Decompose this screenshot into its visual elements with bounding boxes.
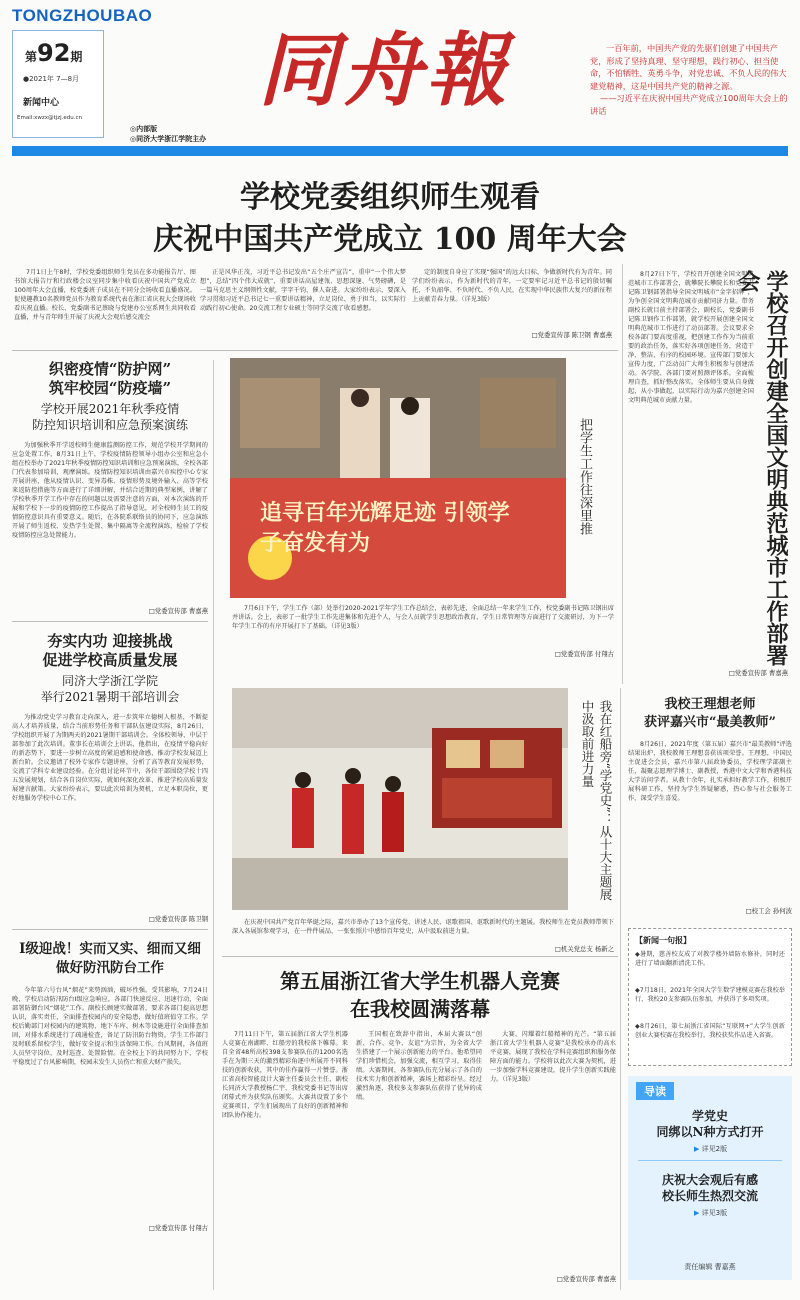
robot-col-1: 7月11日下午，第五届浙江省大学生机器人竞赛在南湖畔、红船旁的我校落下帷幕。来自全省48所高校398支参赛队伍的1200名选手在为期三天的激烈精彩角逐中所展开不同科技的创新收获，其中的佳作赢得一片赞誉。浙江省高校智能设计大赛主任委员会主任、副校长同济大学教授杨仁宇、我校党委书记等出席闭幕式并为获奖队伍颁奖。大赛共设置了多个竞赛项目，学生们展现出了良好的创新精神和团队协作能力。 <box>222 1031 348 1119</box>
civilized-title: 学校召开创建全国文明典范城市工作部署会 <box>735 270 789 666</box>
center-rule <box>222 956 618 957</box>
teacher-signature: □校工会 孙何波 <box>745 907 792 915</box>
photo-2-caption: 在庆祝中国共产党百年华诞之际，嘉兴市举办了13个宣传党、讲述人民、讴歌祖国、讴歌新时代的主题展。我校师生在党员教师带领下深入各展馆参观学习，在一件件展品、一张张照片中感悟百年党史，从中汲取前进力量。 <box>232 919 614 935</box>
briefs-header: 【新闻一句报】 <box>635 936 691 945</box>
teacher-title-1: 我校王理想老师 <box>664 697 756 712</box>
left-divider-2 <box>12 929 208 930</box>
guide-label: 导读 <box>636 1082 674 1100</box>
flood-title-1: Ⅰ级迎战！实而又实、细而又细 <box>19 941 201 957</box>
photo-1-caption: 7月6日下午，学生工作（部）处举行2020-2021学年学生工作总结会，表彰先进，全面总结一年来学生工作，校党委副书记陈卫钢出席并讲话。会上，表彰了一批学生工作先进集体和先进个人，与会人员就学生思想政治教育、学生日常管理等方面进行了交流研讨，为下一学年学生工作的有序开展打下了基础。（详见3版） <box>232 605 614 630</box>
guide-item-2-ref: ▶ 详见3版 <box>694 1209 728 1217</box>
masthead <box>0 0 800 160</box>
robot-signature: □党委宣传部 曹嘉燕 <box>556 1275 616 1283</box>
training-subtitle-2: 举行2021暑期干部培训会 <box>40 690 180 704</box>
quote-source: ——习近平在庆祝中国共产党成立100周年大会上的讲话 <box>590 93 788 116</box>
training-title-2: 促进学校高质量发展 <box>42 651 178 669</box>
left-divider-1 <box>12 621 208 622</box>
photo-2-signature: □机关党总支 杨新之 <box>554 945 614 953</box>
training-subtitle-1: 同济大学浙江学院 <box>61 674 158 688</box>
lead-signature: □党委宣传部 陈卫钢 曹嘉燕 <box>531 331 612 339</box>
epidemic-signature: □党委宣传部 曹嘉燕 <box>148 607 208 615</box>
photo-2 <box>232 688 568 910</box>
epidemic-body: 为加强秋季开学返校师生健康监测防控工作，规范学校开学期间的应急处置工作，8月31日上午，学校疫情防控领导小组办公室和应急小组在校举办了2021年秋季疫情防控知识培训和应急预案演练，全校各部门代表参加培训，观摩演练。疫情防控知识培训由嘉兴市疾控中心专家开展讲座，他从疫情认识、变异毒株、疫情形势及境外输入、高等学校来返防控措施等方面进行了详细讲解，并结合近期的典型案例，讲解了学校秋季开学工作中存在的问题以及需要注意的方面，对本次演练的开展和学校下一步的疫情防控工作提出了指导意见，对全校师生员工的疫情防控意识具有重要意义。随后，在各院系联络员的协同下，应急演练开展了师生返校、发热学生处置、集中隔离等全流程演练，检验了学校疫情防控应急处置能力。 <box>12 442 208 539</box>
guide-box <box>628 1076 792 1280</box>
lead-col-2: 正是风华正茂，习近平总书记发出“五个庄严宣告”，重申“一个伟大梦想”，总结“四个伟大成就”，重要讲话高屋建瓴、思想深邃、气势磅礴，是一篇马克思主义纲领性文献，字字千钧、催人奋进。大家纷纷表示，要深入学习贯彻习近平总书记七一重要讲话精神，立足岗位、勇于担当，以实际行动践行初心使命。20交流工程专业硕士等同学交流了收看感想。 <box>200 269 406 312</box>
right-column-rule <box>620 688 621 1290</box>
epidemic-title-1: 织密疫情“防护网” <box>48 360 172 378</box>
left-column <box>12 360 208 1280</box>
lead-bottom-rule <box>12 350 618 351</box>
guide-item-1-title-1: 学党史 <box>691 1109 728 1123</box>
civilized-rule <box>622 264 623 684</box>
masthead-logo: 同舟報 <box>258 23 510 117</box>
epidemic-subtitle-1: 学校开展2021年秋季疫情 <box>40 402 180 416</box>
issue-date: ●2021年 7—8月 <box>23 75 80 83</box>
teacher-title-2: 获评嘉兴市“最美教师” <box>644 715 776 730</box>
photo-2-side-title: 我在红船旁“学党史”：从十大主题展中汲取前进力量 <box>580 700 613 901</box>
teacher-body: 8月26日，2021年度（第五届）嘉兴市“最美教师”评选结果出炉，我校教师王理想喜获该项荣誉。王理想，中国民主促进会会员，嘉兴市第八届政协委员，学校理学部副主任，凝聚志愿理学博士、副教授，香港中文大学和香港科技大学访问学者。从教十余年，扎实承担好教学工作，积极开展科研工作，坚持为学生答疑解惑，热心参与社会服务工作，深受学生喜爱。 <box>628 741 792 802</box>
quote-text: 一百年前，中国共产党的先驱们创建了中国共产党，形成了坚持真理、坚守理想，践行初心、担当使命，不怕牺牲、英勇斗争，对党忠诚、不负人民的伟大建党精神，这是中国共产党的精神之源。 <box>590 43 787 91</box>
footer-editor: 责任编辑 曹嘉燕 <box>684 1263 736 1271</box>
photo-2-image <box>232 688 568 910</box>
sponsor-line-2: ◎同济大学浙江学院主办 <box>130 135 207 143</box>
photo-1-image <box>230 358 566 598</box>
lead-title-2: 庆祝中国共产党成立 100 周年大会 <box>153 222 627 257</box>
training-title-1: 夯实内功 迎接挑战 <box>47 632 173 650</box>
guide-divider <box>638 1160 782 1161</box>
lead-col-3: 定的制度自身应了实现“强国”的远大目标，争做新时代有为青年。同学们纷纷表示，作为新时代的青年，一定要牢记习近平总书记的殷切嘱托，不负韶华、不负时代、不负人民，在实现中华民族伟大复兴的新征程上贡献青春力量。（详见3版） <box>412 269 612 303</box>
flood-title-2: 做好防汛防台工作 <box>56 960 164 976</box>
robot-col-3: 大赛，闪耀着红船精神的光芒。“第五届浙江省大学生机器人竞赛”是我校承办的高水平竞赛，展现了我校在学科竞赛组织和服务保障方面的能力。学校将以此次大赛为契机，进一步加强学科竞赛建设，提升学生创新实践能力。（详见3版） <box>490 1031 616 1083</box>
training-signature: □党委宣传部 陈卫钢 <box>148 915 208 923</box>
flood-body: 今年第六号台风“烟花”来势汹汹，破坏性强。受其影响，7月24日晚，学校启动防汛防台Ⅰ级应急响应，各部门快速反应、迅速行动，全面部署防御台风“烟花”工作。副校长顾建实做部署，要求各部门提高思想认识，落实责任，全面排查校园内的安全隐患，做好值班值守工作。学校后勤部门对校园内的建筑物、地下车库、树木等设施进行全面排查加固，对排水系统进行了疏通检查，备足了防汛防台物资。学生工作部门及时联系留校学生，做好安全提示和生活保障工作。台风期间，各值班人员坚守岗位，及时巡查、处置险情。在全校上下的共同努力下，学校平稳度过了台风影响期，校园未发生人员伤亡和重大财产损失。 <box>12 987 208 1066</box>
guide-item-1-title-2: 同绑以N种方式打开 <box>656 1125 764 1139</box>
photo-1 <box>230 358 566 598</box>
briefs-box <box>628 928 792 1066</box>
epidemic-title-2: 筑牢校园“防疫墙” <box>48 379 172 397</box>
briefs-item-2: ◆7月18日，2021年全国大学生数学建模竞赛在我校举行，我校20支参赛队伍参加，并获得了多项奖项。 <box>635 987 785 1003</box>
issue-dept: 新闻中心 <box>23 98 60 108</box>
flood-signature: □党委宣传部 付翔古 <box>148 1224 208 1232</box>
lead-col-1: 7月1日上午8时，学校党委组织师生党员在多功能报告厅、图书馆大报告厅和行政楼会议室同步集中收看庆祝中国共产党成立100周年大会直播，校党委班子成员在不同分会场收看直播盛况。促使趣教10名教师党员作为教育系统代表在浙江省庆祝大会现场收看庆祝直播。校长、党委副书记蔡晓与党建办公室系网生共同收看直播，并与青年师生开展了庆祝大会观后感交流会 <box>14 269 196 321</box>
guide-arrow-icon: ▶ <box>694 1145 700 1153</box>
guide-item-2-title-2: 校长师生热烈交流 <box>661 1189 758 1203</box>
teacher-section <box>628 696 792 915</box>
masthead-divider <box>12 146 788 156</box>
photo-1-banner: 追寻百年光辉足迹 引领学子奋发有为 <box>260 500 510 556</box>
masthead-quote <box>590 42 788 117</box>
photo-1-signature: □党委宣传部 付翔古 <box>554 650 614 658</box>
sponsor-line-1: ◎内部版 <box>130 125 158 133</box>
training-body: 为推动党史学习教育走向深入，进一步筑牢立德树人根基，不断提高人才培养质量，结合当前形势任务和干部队伍建设实际，8月26日，学校组织开展了为期两天的2021暑期干部培训会。全体校领导、中层干部参加了此次培训。董事长在培训会上讲话，他指出，在疫情平稳向好的新态势下，要进一步树立高度的紧迫感和使命感，推动学校发展迈上新台阶。会议邀请了校外专家作专题讲座，分析了高等教育发展形势，交流了学科专业建设经验。在分组讨论环节中，各位干部围绕学校十四五发展规划，结合各自岗位实际，就如何深化改革、推进学校高质量发展建言献策。大家纷纷表示，要以此次培训为契机，立足本职岗位，更好地服务学校中心工作。 <box>12 714 208 802</box>
civilized-signature: □党委宣传部 曹嘉燕 <box>728 669 788 677</box>
epidemic-subtitle-2: 防控知识培训和应急预案演练 <box>31 418 188 432</box>
civilized-section <box>622 264 794 684</box>
robot-title-1: 第五届浙江省大学生机器人竞赛 <box>280 969 560 993</box>
issue-number: 第92期 <box>25 39 83 67</box>
guide-item-2-title-1: 庆祝大会观后有感 <box>661 1173 758 1187</box>
issue-box <box>12 30 104 138</box>
briefs-item-3: ◆8月26日，第七届浙江省国际“互联网+”大学生创新创业大赛校赛在我校举行，我校获奖作品进入省赛。 <box>635 1023 785 1039</box>
briefs-item-1: ◆暑期，慈善校友成了对教学楼外墙防水修补，同时还进行了墙面翻新清洗工作。 <box>635 951 785 967</box>
photo-1-side-title: 把学生工作往深里推 <box>577 418 592 535</box>
civilized-body: 8月27日下午，学校召开创建全国文明典范城市工作部署会，就攀院长攀院长和党委书记陈卫钢部署指导全国文明城市“金字招牌”，为争创全国文明典范城市贡献同济力量。带务副校长就目前主持部署会，副校长，党委副书记陈卫钢作工作部署，就学校开展创建全国文明典范城市工作进行了动员部署。会议要求全校各部门要高度重视，把创建工作作为当前重要的政治任务，落实好各项创建任务，营造干净、整洁、有序的校园环境。宣传部门要加大宣传力度，广泛动员广大师生积极参与创建活动。各学院、各部门要对照测评体系，全面梳理自查，抓好整改落实。全体师生要从自身做起，从小事做起，以实际行动为嘉兴创建全国文明典范城市贡献力量。 <box>628 271 754 404</box>
issue-email: Email:xwzx@tjzj.edu.cn <box>17 115 82 121</box>
left-column-rule <box>213 360 214 1290</box>
robot-col-2: 王国根在致辞中指出，本届大赛以“创新、合作、竞争、友谊”为宗旨，为全省大学生搭建了一个展示创新能力的平台。他希望同学们珍惜机会，加强交流，相互学习，取得佳绩。大赛期间，各参赛队伍充分展示了各自的技术实力和创新精神，赛场上精彩纷呈。经过激烈角逐，我校多支参赛队伍获得了优异的成绩。 <box>356 1031 482 1101</box>
robot-title-2: 在我校圆满落幕 <box>350 997 490 1021</box>
guide-arrow-icon-2: ▶ <box>694 1209 700 1217</box>
masthead-pinyin: TONGZHOUBAO <box>12 6 153 25</box>
lead-title-1: 学校党委组织师生观看 <box>240 180 540 215</box>
guide-item-1-ref: ▶ 详见2版 <box>694 1145 728 1153</box>
